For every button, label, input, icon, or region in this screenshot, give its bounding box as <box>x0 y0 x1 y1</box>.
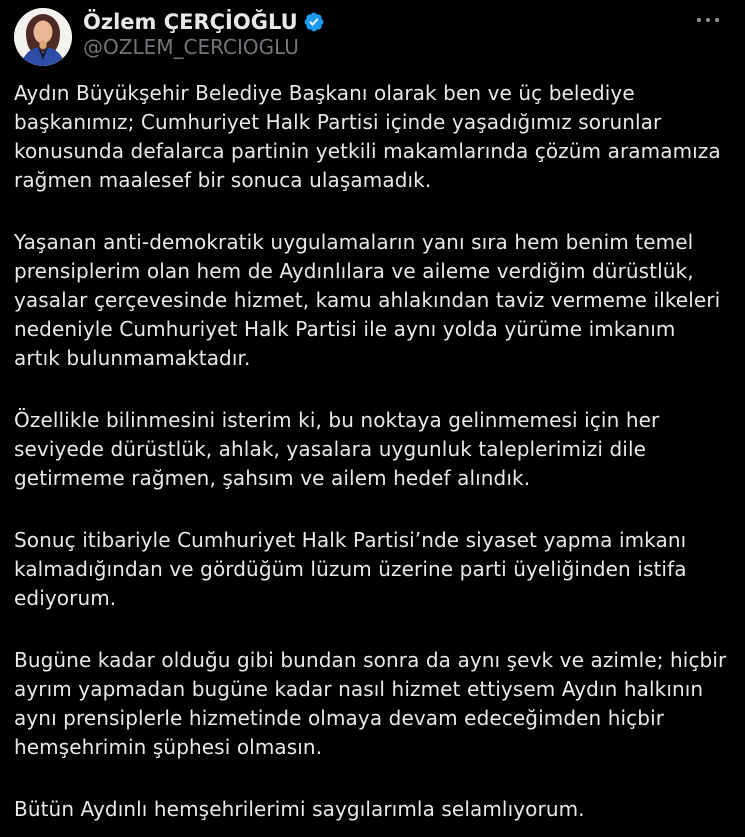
verified-badge-icon <box>303 11 325 33</box>
tweet-header <box>14 8 727 66</box>
tweet-paragraph: Yaşanan anti-demokratik uygulamaların yanı sıra hem benim temel prensiplerim olan hem de Aydınlılara ve aileme verdiğim dürüstlük, yasalar çerçevesinde hizmet, kamu ahlakından taviz vermeme ilkeleri nedeniyle Cumhuriyet Halk Partisi ile aynı yolda yürüme imkanım artık bulunmamaktadır. <box>14 230 721 370</box>
tweet-paragraph: Bugüne kadar olduğu gibi bundan sonra da aynı şevk ve azimle; hiçbir ayrım yapmadan bugüne kadar nasıl hizmet ettiysem Aydın halkının aynı prensiplerle hizmetinde olmaya devam edeceğimden hiçbir hemşehrimin şüphesi olmasın. <box>14 648 727 759</box>
tweet-paragraph: Bütün Aydınlı hemşehrilerimi saygılarımla selamlıyorum. <box>14 797 585 821</box>
tweet-paragraph: Aydın Büyükşehir Belediye Başkanı olarak ben ve üç belediye başkanımız; Cumhuriyet Halk Partisi içinde yaşadığımız sorunlar konusunda defalarca partinin yetkili makamlarında çözüm aramamıza rağmen maalesef bir sonuca ulaşamadık. <box>14 81 721 192</box>
tweet-paragraph: Sonuç itibariyle Cumhuriyet Halk Partisi’nde siyaset yapma imkanı kalmadığından ve gördüğüm lüzum üzerine parti üyeliğinden istifa ediyorum. <box>14 528 687 610</box>
tweet-text <box>14 79 727 824</box>
more-options-button[interactable] <box>693 10 723 30</box>
avatar[interactable] <box>14 8 72 66</box>
avatar-photo-icon <box>14 8 72 66</box>
tweet-paragraph: Özellikle bilinmesini isterim ki, bu noktaya gelinmemesi için her seviyede dürüstlük, ahlak, yasalara uygunluk taleplerimizi dile getirmeme rağmen, şahsım ve ailem hedef alındık. <box>14 408 660 490</box>
user-identity <box>83 8 693 60</box>
more-horizontal-icon <box>697 18 719 22</box>
name-row <box>83 9 693 35</box>
display-name[interactable]: Özlem ÇERÇİOĞLU <box>83 10 298 34</box>
user-handle[interactable]: @OZLEM_CERCIOGLU <box>83 35 299 59</box>
